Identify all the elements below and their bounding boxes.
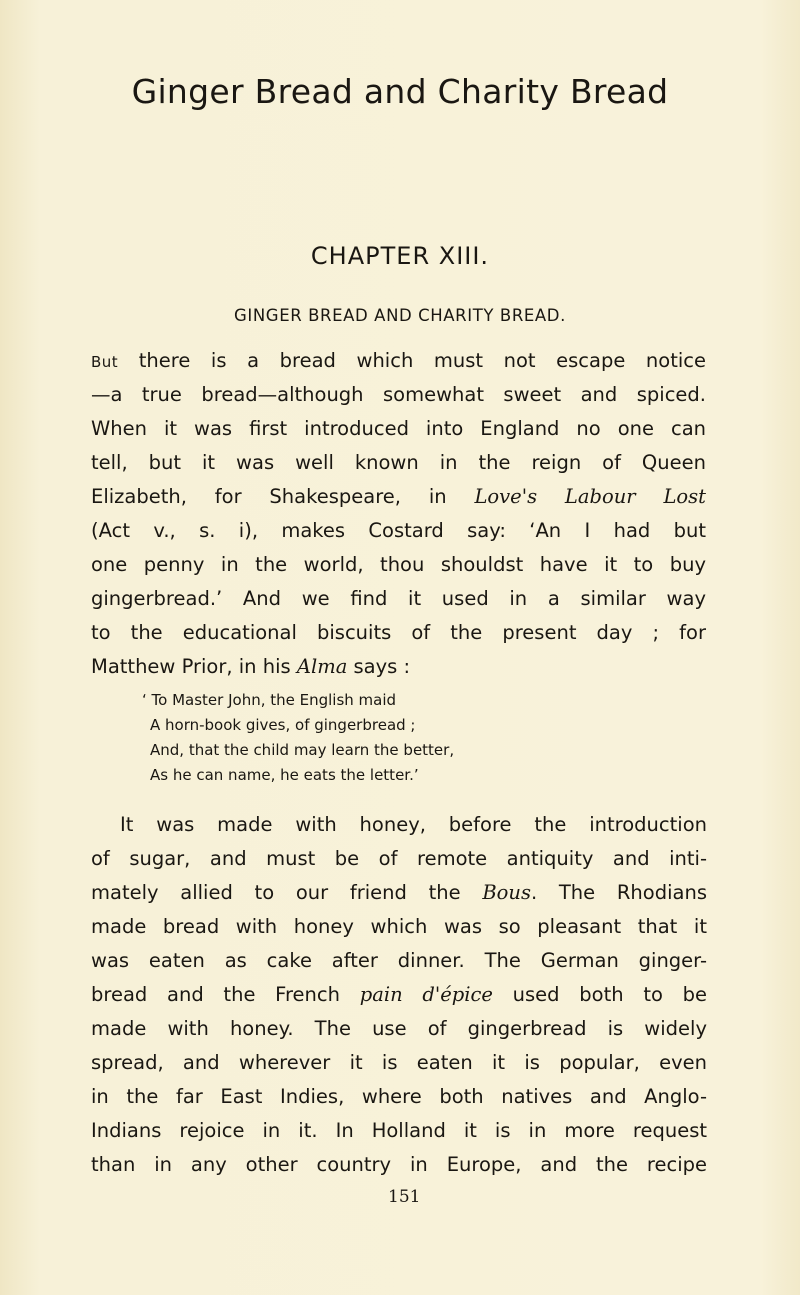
verse-line: ‘ To Master John, the English maid — [142, 691, 397, 709]
verse-line: As he can name, he eats the letter.’ — [150, 766, 419, 784]
lead-word: But — [91, 353, 119, 371]
text-line: spread, and wherever it is eaten it is popular, even — [91, 1051, 707, 1074]
verse-line: A horn-book gives, of gingerbread ; — [150, 716, 416, 734]
text-line: —a true bread—although somewhat sweet and spiced. — [91, 383, 706, 406]
play-title: Love's Labour Lost — [474, 485, 706, 508]
text-line: was eaten as cake after dinner. The German ginger- — [91, 949, 707, 972]
running-head: Ginger Bread and Charity Bread — [131, 72, 669, 111]
text-line: gingerbread.’ And we find it used in a similar way — [91, 587, 706, 610]
text-line: tell, but it was well known in the reign of Queen — [91, 451, 706, 474]
text-line: bread and the French pain d'épice used both to be — [91, 983, 708, 1006]
text-line: in the far East Indies, where both natives and Anglo- — [91, 1085, 707, 1108]
text-line: When it was first introduced into England no one can — [91, 417, 706, 440]
text-line: But there is a bread which must not escape notice — [91, 349, 706, 372]
poem-title: Alma — [296, 655, 348, 678]
text-line: Elizabeth, for Shakespeare, in Love's Labour Lost — [91, 485, 706, 508]
page-number: 151 — [388, 1187, 421, 1207]
pain-epice-term: pain d'épice — [359, 983, 493, 1006]
text-line: Indians rejoice in it. In Holland it is in more request — [91, 1119, 707, 1142]
text-line: It was made with honey, before the introduction — [120, 813, 707, 836]
text-line: one penny in the world, thou shouldst have it to buy — [91, 553, 706, 576]
text-line: made bread with honey which was so pleasant that it — [91, 915, 707, 938]
text-line: of sugar, and must be of remote antiquity and inti- — [91, 847, 707, 870]
chapter-subtitle: GINGER BREAD AND CHARITY BREAD. — [234, 306, 566, 325]
text-line: Matthew Prior, in his Alma says : — [91, 655, 411, 678]
text-line: (Act v., s. i), makes Costard say: ‘An I had but — [91, 519, 706, 542]
text-line: than in any other country in Europe, and the recipe — [91, 1153, 707, 1176]
text-line: mately allied to our friend the Bous. The Rhodians — [91, 881, 707, 904]
text-line: made with honey. The use of gingerbread is widely — [91, 1017, 707, 1040]
verse-line: And, that the child may learn the better, — [150, 741, 455, 759]
text-line: to the educational biscuits of the present day ; for — [91, 621, 706, 644]
chapter-heading: CHAPTER XIII. — [310, 242, 490, 270]
bous-term: Bous — [482, 881, 531, 904]
